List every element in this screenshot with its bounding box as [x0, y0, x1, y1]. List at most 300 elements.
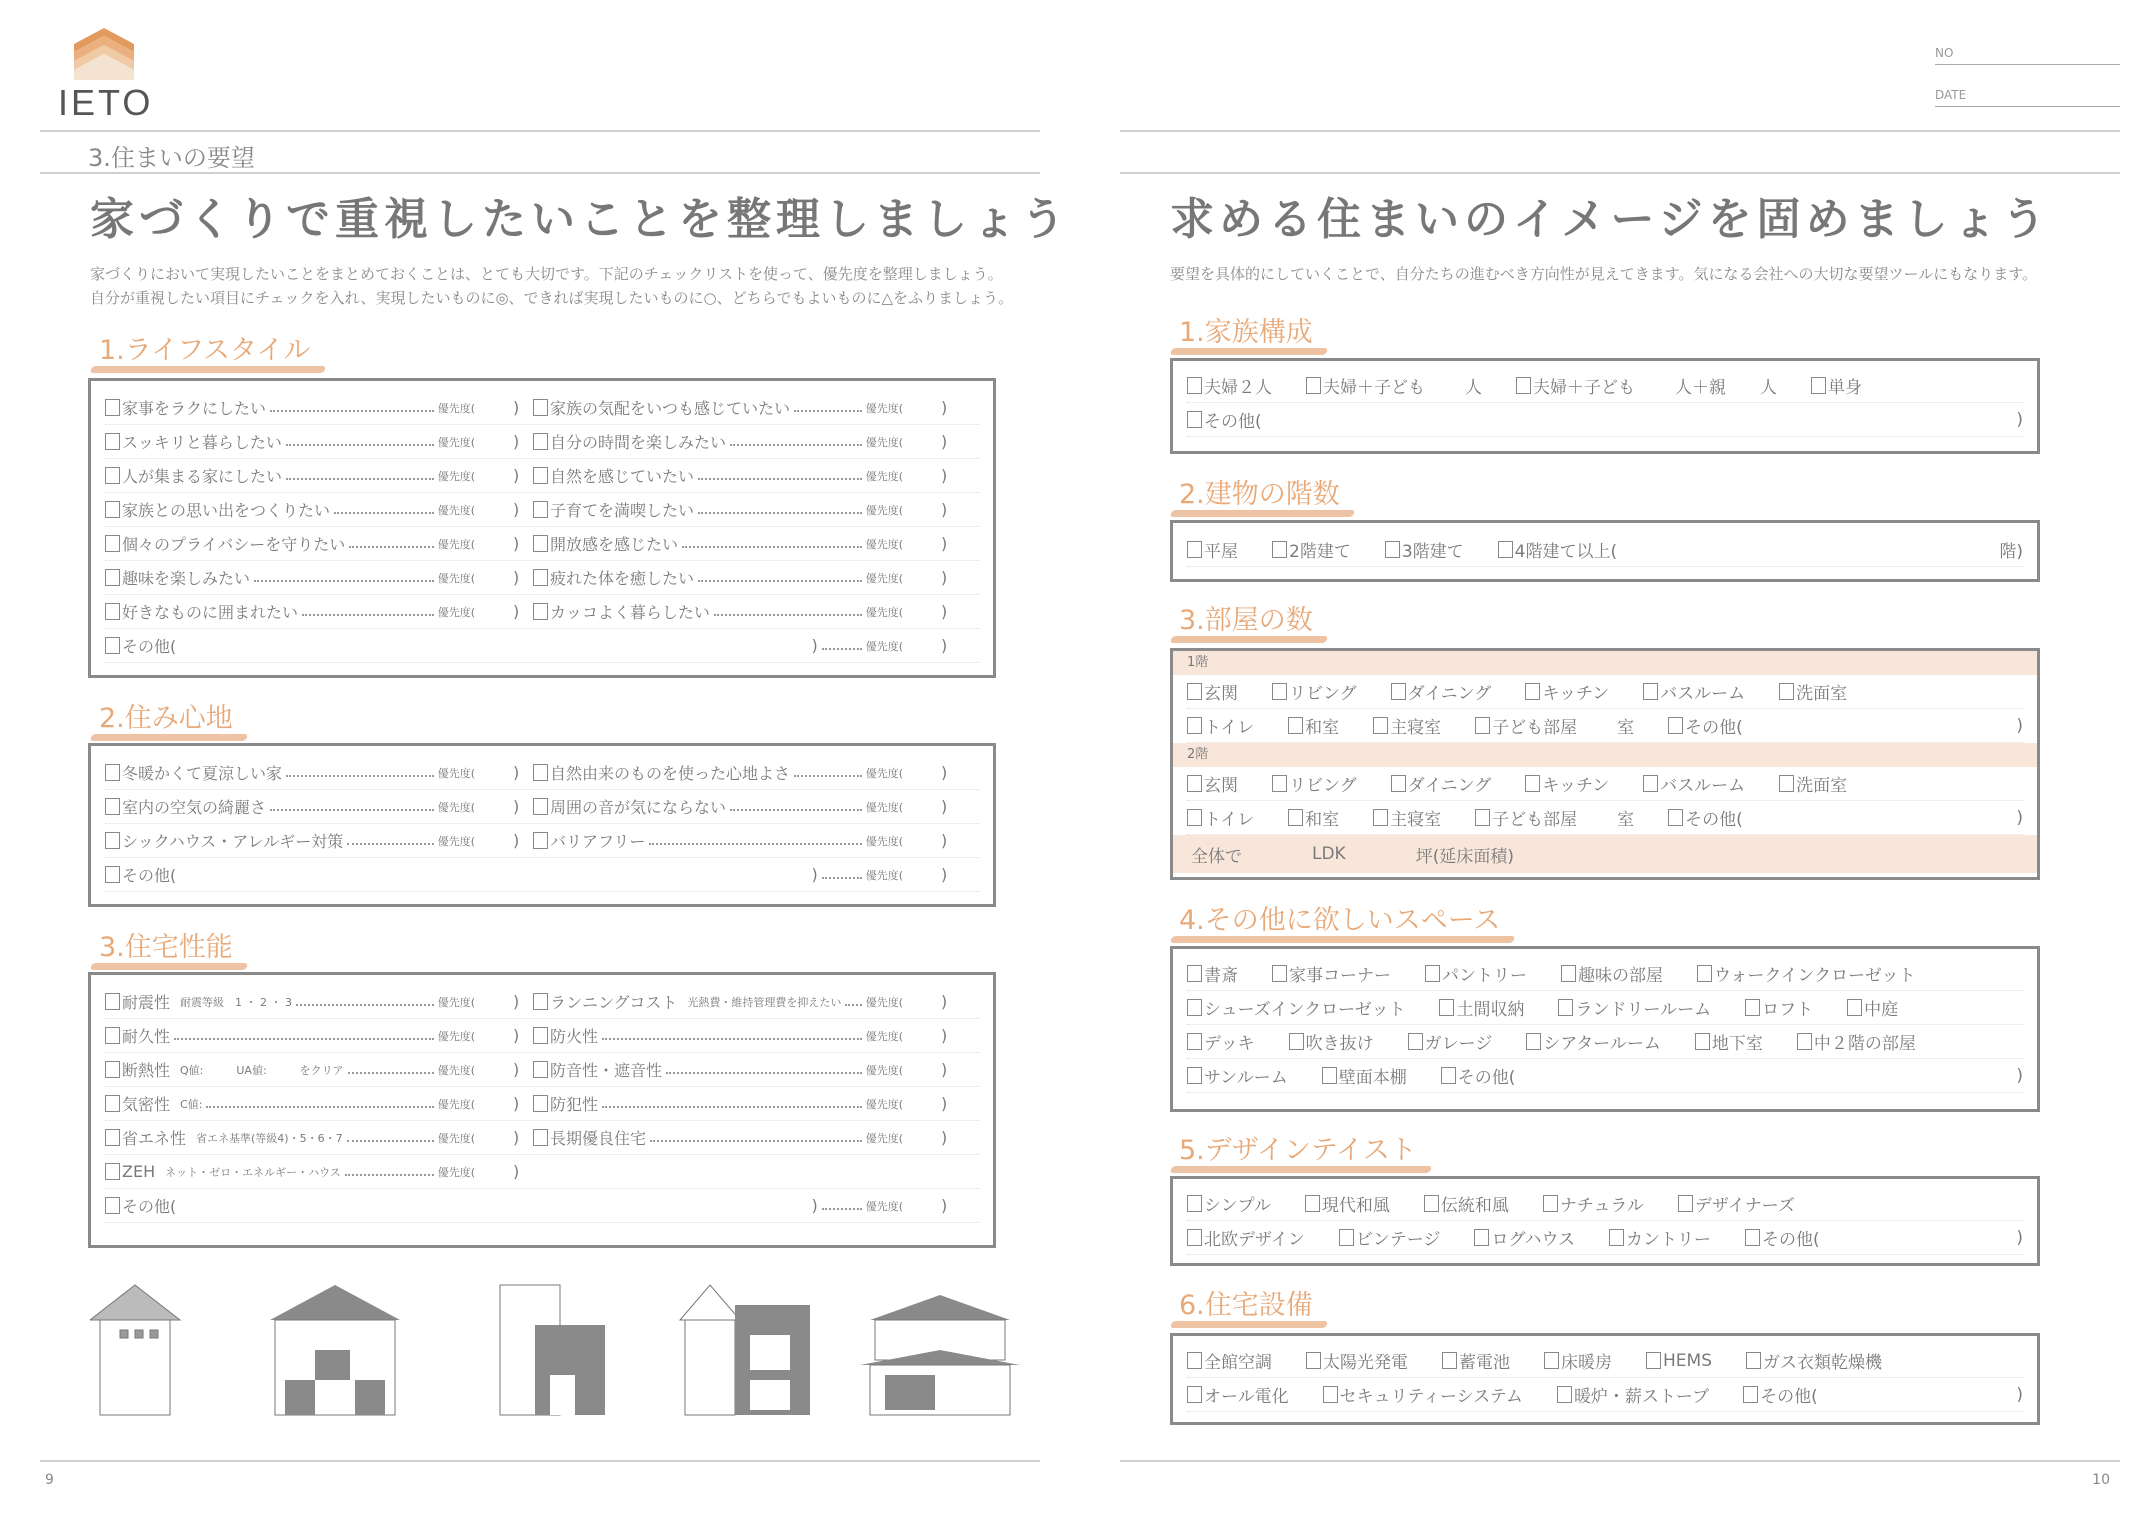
checkbox[interactable]	[1373, 717, 1388, 734]
checklist-item	[1424, 1191, 1509, 1216]
ieto-logo	[58, 28, 178, 124]
checklist-row	[105, 790, 979, 824]
checkbox[interactable]	[105, 764, 120, 781]
checkbox[interactable]	[533, 1095, 548, 1112]
checklist-item	[105, 566, 533, 589]
item-suffix: 人	[1465, 378, 1482, 398]
checkbox[interactable]	[533, 1129, 548, 1146]
checklist-item	[105, 1092, 533, 1115]
checkbox[interactable]	[533, 764, 548, 781]
item-label: 現代和風	[1321, 1196, 1390, 1216]
checklist-item	[1561, 961, 1663, 986]
item-label: ZEH	[122, 1162, 156, 1181]
checkbox[interactable]	[1187, 541, 1202, 558]
checklist-row	[1187, 675, 2023, 709]
checkbox[interactable]	[105, 993, 120, 1010]
checklist-item	[1668, 805, 2023, 830]
priority-label: 優先度(	[865, 469, 903, 483]
checkbox[interactable]	[1779, 683, 1794, 700]
item-label: 家事をラクにしたい	[122, 399, 267, 418]
checklist-item	[1475, 713, 1634, 738]
item-label: その他(	[1761, 1230, 1820, 1250]
checkbox[interactable]	[1745, 999, 1760, 1016]
checklist-item	[105, 761, 533, 784]
item-label: オール電化	[1204, 1387, 1289, 1407]
checkbox[interactable]	[1811, 377, 1826, 394]
item-label: その他(	[1685, 718, 1743, 738]
house-illustration	[270, 1285, 400, 1415]
item-label: キッチン	[1542, 776, 1610, 796]
total-text: 全体で	[1191, 846, 1242, 867]
header-rule	[40, 172, 1040, 174]
checklist-box	[88, 378, 996, 678]
checkbox[interactable]	[1526, 1033, 1541, 1050]
checklist-item	[1323, 1382, 1523, 1407]
checklist-item	[1643, 679, 1745, 704]
checklist-item	[1288, 805, 1339, 830]
close-paren: )	[941, 602, 948, 621]
checkbox[interactable]	[1187, 683, 1202, 700]
checkbox[interactable]	[105, 501, 120, 518]
checkbox[interactable]	[1643, 683, 1658, 700]
checkbox[interactable]	[1557, 1386, 1572, 1403]
checkbox[interactable]	[105, 603, 120, 620]
checklist-item	[105, 600, 533, 623]
checkbox[interactable]	[1187, 1352, 1202, 1369]
checkbox[interactable]	[1187, 411, 1202, 428]
checklist-item	[1187, 713, 1254, 738]
dotted-leader	[286, 768, 434, 777]
dotted-leader	[794, 403, 862, 412]
checklist-item	[533, 795, 961, 818]
right-page	[1120, 0, 2120, 1518]
section-label: 3.住まいの要望	[88, 144, 255, 172]
item-label: 太陽光発電	[1323, 1353, 1408, 1373]
item-label: カッコよく暮らしたい	[550, 603, 710, 622]
house-illustration	[860, 1295, 1020, 1415]
section-heading: 2.建物の階数	[1175, 472, 1344, 517]
checkbox[interactable]	[1475, 809, 1490, 826]
priority-label: 優先度(	[437, 834, 475, 848]
checkbox[interactable]	[1187, 1195, 1202, 1212]
checkbox[interactable]	[1272, 541, 1287, 558]
item-label: ロフト	[1762, 1000, 1814, 1020]
checklist-item	[1187, 1382, 1289, 1407]
checklist-item	[1187, 407, 2023, 432]
item-label: 好きなものに囲まれたい	[122, 603, 299, 622]
dotted-leader	[254, 573, 434, 582]
priority-label: 優先度(	[437, 401, 475, 415]
close-paren: )	[941, 534, 948, 553]
priority-label: 優先度(	[865, 868, 903, 882]
checkbox[interactable]	[105, 569, 120, 586]
priority-label: 優先度(	[865, 766, 903, 780]
checklist-item	[105, 990, 533, 1013]
checklist-row	[105, 1155, 979, 1189]
checkbox[interactable]	[105, 535, 120, 552]
checkbox[interactable]	[1187, 809, 1202, 826]
checklist-item	[1408, 1029, 1493, 1054]
checkbox[interactable]	[1391, 775, 1406, 792]
close-paren: )	[513, 568, 520, 587]
item-label: デザイナーズ	[1694, 1196, 1795, 1216]
checkbox[interactable]	[1543, 1195, 1558, 1212]
item-label: 自然を感じていたい	[550, 467, 695, 486]
checkbox[interactable]	[105, 637, 120, 654]
checklist-item	[1306, 373, 1482, 398]
priority-label: 優先度(	[865, 1029, 903, 1043]
checkbox[interactable]	[1187, 717, 1202, 734]
checklist-item	[105, 795, 533, 818]
section-heading: 3.住宅性能	[95, 925, 237, 970]
checkbox[interactable]	[1288, 809, 1303, 826]
checklist-item	[533, 1024, 961, 1047]
item-label: ダイニング	[1407, 684, 1492, 704]
checklist-item	[1187, 1029, 1255, 1054]
checkbox[interactable]	[1797, 1033, 1812, 1050]
item-label: 玄関	[1204, 684, 1238, 704]
checklist-item	[1516, 373, 1777, 398]
checkbox[interactable]	[533, 1061, 548, 1078]
checkbox[interactable]	[1558, 999, 1573, 1016]
checkbox[interactable]	[1305, 1195, 1320, 1212]
checkbox[interactable]	[533, 467, 548, 484]
checkbox[interactable]	[105, 866, 120, 883]
item-label: 吹き抜け	[1305, 1034, 1374, 1054]
checklist-item	[1373, 713, 1441, 738]
close-paren: )	[811, 636, 818, 655]
item-label: 子ども部屋	[1492, 718, 1578, 738]
checkbox[interactable]	[1475, 717, 1490, 734]
item-note: Q値: UA値: をクリア	[180, 1063, 344, 1077]
checkbox[interactable]	[1187, 377, 1202, 394]
dotted-leader	[296, 997, 434, 1006]
checklist-row	[1187, 709, 2023, 743]
item-note: 光熱費・維持管理費を抑えたい	[687, 995, 842, 1009]
checklist-item	[1525, 679, 1609, 704]
item-label: サンルーム	[1204, 1068, 1288, 1088]
close-paren: )	[513, 1026, 520, 1045]
checkbox[interactable]	[105, 1197, 120, 1214]
item-suffix: )	[2016, 807, 2023, 828]
dotted-leader	[714, 607, 862, 616]
checkbox[interactable]	[1847, 999, 1862, 1016]
checkbox[interactable]	[1272, 775, 1287, 792]
checkbox[interactable]	[1779, 775, 1794, 792]
priority-label: 優先度(	[865, 401, 903, 415]
priority-label: 優先度(	[437, 1097, 475, 1111]
header-rule	[1120, 172, 2120, 174]
close-paren: )	[941, 432, 948, 451]
checklist-row	[1187, 1187, 2023, 1221]
date-field[interactable]: DATE	[1935, 88, 2120, 107]
checkbox[interactable]	[105, 1027, 120, 1044]
checkbox[interactable]	[1439, 999, 1454, 1016]
item-label: 省エネ性	[122, 1129, 187, 1148]
checkbox[interactable]	[1424, 1195, 1439, 1212]
checklist-row	[105, 858, 979, 892]
checkbox[interactable]	[1323, 1386, 1338, 1403]
checkbox[interactable]	[105, 1129, 120, 1146]
dotted-leader	[206, 1099, 433, 1108]
checklist-row	[1187, 767, 2023, 801]
close-paren: )	[513, 466, 520, 485]
section-heading: 1.ライフスタイル	[95, 328, 315, 373]
dotted-leader	[650, 1133, 862, 1142]
checkbox[interactable]	[105, 832, 120, 849]
checkbox[interactable]	[1643, 775, 1658, 792]
checklist-item	[1697, 961, 1915, 986]
item-label: ログハウス	[1491, 1230, 1575, 1250]
checklist-item	[533, 1058, 961, 1081]
checklist-item	[1288, 713, 1339, 738]
checkbox[interactable]	[1746, 1352, 1761, 1369]
checklist-row	[1187, 1221, 2023, 1255]
dotted-leader	[345, 1167, 434, 1176]
item-label: キッチン	[1542, 684, 1610, 704]
checklist-item	[1272, 537, 1351, 562]
checklist-item	[533, 990, 961, 1013]
checkbox[interactable]	[105, 1163, 120, 1180]
checkbox[interactable]	[1745, 1229, 1760, 1246]
priority-label: 優先度(	[865, 537, 903, 551]
close-paren: )	[941, 865, 948, 884]
checkbox[interactable]	[1425, 965, 1440, 982]
priority-label: 優先度(	[437, 605, 475, 619]
checklist-row	[105, 561, 979, 595]
checkbox[interactable]	[1289, 1033, 1304, 1050]
item-label: 主寝室	[1390, 810, 1442, 830]
checkbox[interactable]	[1609, 1229, 1624, 1246]
checkbox[interactable]	[533, 433, 548, 450]
no-field[interactable]: NO	[1935, 46, 2120, 65]
checkbox[interactable]	[1561, 965, 1576, 982]
item-note: 耐震等級 1 ・ 2 ・ 3	[180, 995, 292, 1009]
checklist-item	[1187, 995, 1405, 1020]
item-label: 人が集まる家にしたい	[122, 467, 283, 486]
item-label: 北欧デザイン	[1204, 1230, 1305, 1250]
checklist-item	[105, 464, 533, 487]
checklist-item	[1187, 805, 1254, 830]
checkbox[interactable]	[533, 798, 548, 815]
item-label: 土間収納	[1456, 1000, 1525, 1020]
close-paren: )	[941, 636, 948, 655]
checklist-box	[1170, 648, 2040, 880]
checkbox[interactable]	[1525, 683, 1540, 700]
checklist-row	[105, 391, 979, 425]
item-label: 気密性	[122, 1095, 171, 1114]
checklist-item	[1543, 1191, 1644, 1216]
checklist-item	[533, 600, 961, 623]
checkbox[interactable]	[105, 1095, 120, 1112]
checklist-row	[1187, 1059, 2023, 1093]
page-number: 9	[45, 1472, 54, 1488]
item-label: 床暖房	[1561, 1353, 1612, 1373]
page-title: 家づくりで重視したいことを整理しましょう	[90, 194, 1070, 245]
checkbox[interactable]	[1697, 965, 1712, 982]
item-label: その他(	[122, 866, 177, 885]
priority-label: 優先度(	[865, 605, 903, 619]
total-text: 坪(延床面積)	[1415, 846, 1514, 867]
checklist-item	[105, 1162, 533, 1181]
checkbox[interactable]	[105, 798, 120, 815]
checkbox[interactable]	[533, 832, 548, 849]
checkbox[interactable]	[533, 993, 548, 1010]
checkbox[interactable]	[105, 467, 120, 484]
checkbox[interactable]	[1678, 1195, 1693, 1212]
item-label: 全館空調	[1204, 1353, 1272, 1373]
checkbox[interactable]	[1272, 683, 1287, 700]
checklist-row	[105, 1053, 979, 1087]
dotted-leader	[286, 437, 434, 446]
checkbox[interactable]	[1187, 1386, 1202, 1403]
dotted-leader	[794, 768, 862, 777]
dotted-leader	[286, 471, 434, 480]
checklist-item	[1187, 961, 1238, 986]
checkbox[interactable]	[533, 399, 548, 416]
checkbox[interactable]	[1646, 1352, 1661, 1369]
checklist-item	[105, 498, 533, 521]
intro-text	[90, 262, 1013, 310]
close-paren: )	[513, 398, 520, 417]
checkbox[interactable]	[1474, 1229, 1489, 1246]
checklist-item	[1187, 1348, 1272, 1373]
priority-label: 優先度(	[437, 1165, 475, 1179]
dotted-leader	[174, 1031, 434, 1040]
dotted-leader	[682, 539, 862, 548]
priority-label: 優先度(	[865, 639, 903, 653]
item-label: 家事コーナー	[1289, 966, 1391, 986]
item-suffix: )	[2016, 715, 2023, 736]
item-label: 夫婦２人	[1204, 378, 1272, 398]
close-paren: )	[513, 831, 520, 850]
checklist-item	[533, 1126, 961, 1149]
item-label: 趣味を楽しみたい	[122, 569, 251, 588]
priority-label: 優先度(	[437, 1063, 475, 1077]
checkbox[interactable]	[1743, 1386, 1758, 1403]
checkbox[interactable]	[1339, 1229, 1354, 1246]
item-label: 蓄電池	[1459, 1353, 1510, 1373]
close-paren: )	[941, 1060, 948, 1079]
item-label: 断熱性	[122, 1061, 171, 1080]
dotted-leader	[270, 802, 434, 811]
checkbox[interactable]	[1187, 1067, 1202, 1084]
item-label: その他(	[1685, 810, 1743, 830]
priority-label: 優先度(	[437, 1131, 475, 1145]
checkbox[interactable]	[1288, 717, 1303, 734]
checkbox[interactable]	[533, 1027, 548, 1044]
checkbox[interactable]	[1668, 717, 1683, 734]
checkbox[interactable]	[1441, 1067, 1456, 1084]
checkbox[interactable]	[105, 399, 120, 416]
checkbox[interactable]	[533, 535, 548, 552]
checklist-item	[1391, 679, 1492, 704]
priority-label: 優先度(	[865, 800, 903, 814]
checkbox[interactable]	[1272, 965, 1287, 982]
checklist-item	[1646, 1351, 1712, 1371]
checkbox[interactable]	[1544, 1352, 1559, 1369]
checklist-item	[1609, 1225, 1711, 1250]
checklist-row	[1187, 533, 2023, 567]
section-heading: 3.部屋の数	[1175, 598, 1317, 643]
checklist-item	[1526, 1029, 1660, 1054]
checklist-item	[1847, 995, 1898, 1020]
header-rule	[1120, 130, 2120, 132]
checkbox[interactable]	[1187, 965, 1202, 982]
checklist-row	[105, 595, 979, 629]
checkbox[interactable]	[1516, 377, 1531, 394]
checkbox[interactable]	[1391, 683, 1406, 700]
dotted-leader	[602, 1031, 862, 1040]
checkbox[interactable]	[105, 1061, 120, 1078]
checklist-row	[105, 1189, 979, 1223]
priority-label: 優先度(	[437, 435, 475, 449]
checklist-item	[1811, 373, 1862, 398]
checkbox[interactable]	[1408, 1033, 1423, 1050]
checklist-item	[1425, 961, 1527, 986]
checkbox[interactable]	[1385, 541, 1400, 558]
checkbox[interactable]	[1322, 1067, 1337, 1084]
house-illustration	[90, 1285, 180, 1415]
dotted-leader	[334, 505, 434, 514]
checklist-row	[1187, 991, 2023, 1025]
checkbox[interactable]	[1498, 541, 1513, 558]
item-label: その他(	[1760, 1387, 1818, 1407]
dotted-leader	[602, 1099, 862, 1108]
priority-label: 優先度(	[865, 503, 903, 517]
checkbox[interactable]	[105, 433, 120, 450]
checkbox[interactable]	[533, 569, 548, 586]
checkbox[interactable]	[1187, 999, 1202, 1016]
checkbox[interactable]	[1187, 775, 1202, 792]
checkbox[interactable]	[1187, 1033, 1202, 1050]
dotted-leader	[270, 403, 434, 412]
checkbox[interactable]	[533, 603, 548, 620]
item-label: ランドリールーム	[1575, 1000, 1712, 1020]
checkbox[interactable]	[1187, 1229, 1202, 1246]
checkbox[interactable]	[1373, 809, 1388, 826]
checkbox[interactable]	[1695, 1033, 1710, 1050]
close-paren: )	[811, 865, 818, 884]
checklist-item	[105, 863, 961, 886]
checkbox[interactable]	[1668, 809, 1683, 826]
priority-label: 優先度(	[437, 469, 475, 483]
item-label: 家族との思い出をつくりたい	[122, 501, 331, 520]
close-paren: )	[513, 1128, 520, 1147]
item-label: 耐久性	[122, 1027, 171, 1046]
checkbox[interactable]	[533, 501, 548, 518]
checklist-item	[1525, 771, 1609, 796]
item-label: 冬暖かくて夏涼しい家	[122, 764, 283, 783]
checkbox[interactable]	[1525, 775, 1540, 792]
checklist-item	[105, 1126, 533, 1149]
checklist-item	[105, 829, 533, 852]
checkbox[interactable]	[1306, 377, 1321, 394]
checklist-item	[105, 1194, 961, 1217]
dotted-leader	[348, 1065, 434, 1074]
checkbox[interactable]	[1306, 1352, 1321, 1369]
checklist-item	[1695, 1029, 1763, 1054]
item-suffix: 室	[1617, 810, 1635, 830]
priority-label: 優先度(	[865, 834, 903, 848]
item-label: ウォークインクローゼット	[1714, 966, 1916, 986]
section-heading: 6.住宅設備	[1175, 1283, 1317, 1328]
checkbox[interactable]	[1442, 1352, 1457, 1369]
checklist-row	[105, 985, 979, 1019]
item-note: 省エネ基準(等級4)・5・6・7	[196, 1131, 343, 1145]
header-rule	[40, 130, 1040, 132]
close-paren: )	[513, 797, 520, 816]
